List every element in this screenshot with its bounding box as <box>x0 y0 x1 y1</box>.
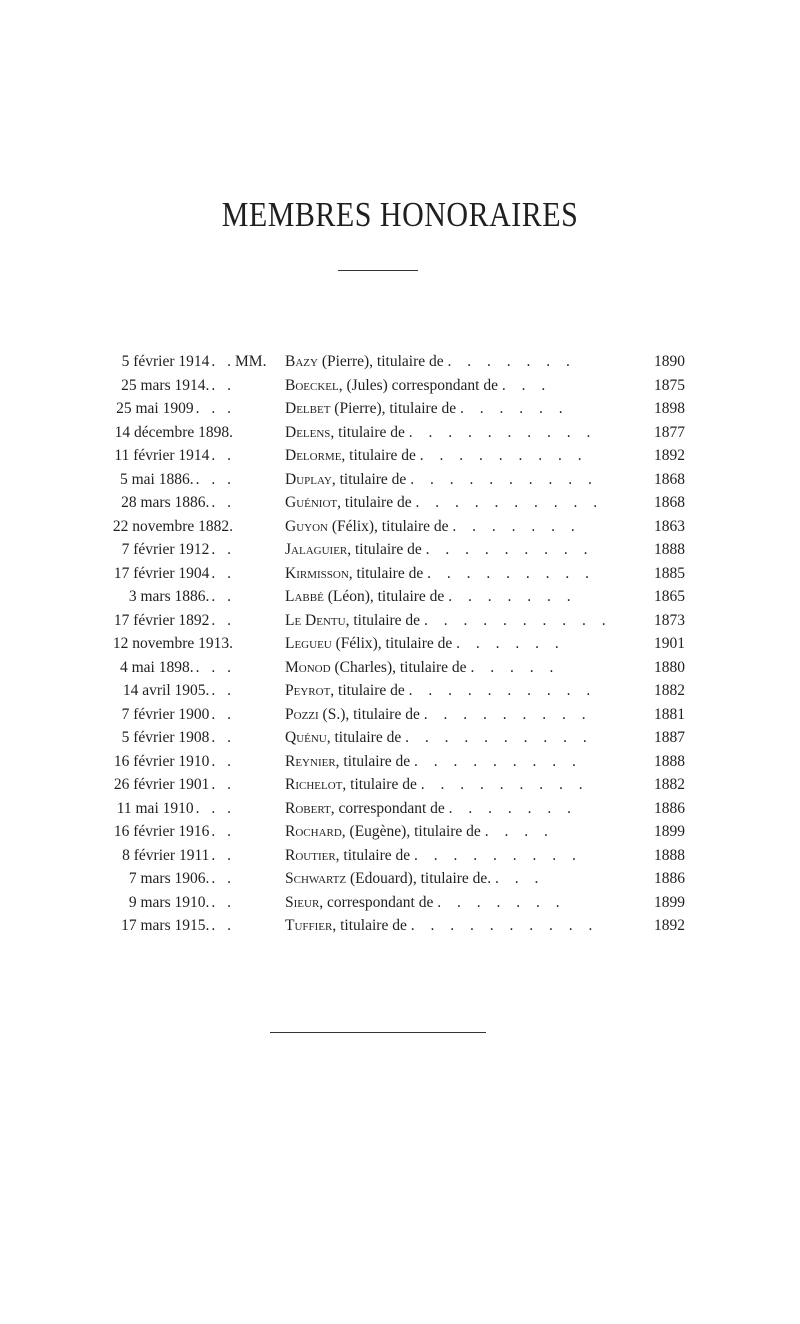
member-date-leader: . . <box>211 447 235 464</box>
member-date-text: 12 novembre 1913. <box>112 635 233 652</box>
member-detail: , titulaire de <box>326 729 402 746</box>
member-row <box>75 703 687 727</box>
member-year: 1899 <box>654 823 685 840</box>
member-date-text: 16 février 1910 <box>113 752 210 770</box>
member-entry <box>285 797 655 821</box>
member-date-leader: . . <box>211 588 235 605</box>
member-date-leader: . . <box>211 776 235 793</box>
member-date-leader: . . <box>211 752 235 770</box>
member-name: Quénu <box>285 729 327 746</box>
member-detail: , (Eugène), titulaire de <box>341 823 481 840</box>
member-name: Robert <box>285 799 331 817</box>
member-date <box>75 491 235 515</box>
member-leader: . . . . . . . . . . <box>415 494 604 511</box>
member-date <box>75 914 235 938</box>
member-entry <box>285 515 655 539</box>
member-date <box>75 867 235 891</box>
member-date <box>75 585 235 609</box>
member-detail: , titulaire de <box>330 423 405 441</box>
member-name: Guyon <box>285 517 328 535</box>
member-row <box>75 797 687 821</box>
member-name: Routier <box>285 846 336 864</box>
member-date-leader: . . . <box>195 658 235 676</box>
member-row <box>75 397 687 421</box>
member-leader: . . . . . . . . . . <box>408 682 597 699</box>
member-year: 1875 <box>654 376 685 394</box>
member-date-leader: . . <box>211 846 235 864</box>
member-row <box>75 773 687 797</box>
member-leader: . . . . . . . <box>452 517 581 535</box>
member-date-text: 11 mai 1910 <box>116 799 194 817</box>
member-entry <box>285 773 655 797</box>
member-detail: , titulaire de <box>335 846 411 864</box>
member-row <box>75 468 687 492</box>
member-row <box>75 374 687 398</box>
member-row <box>75 444 687 468</box>
member-leader: . . . . . . . <box>448 799 578 817</box>
member-date-leader: . . <box>211 917 235 934</box>
member-year: 1881 <box>654 705 685 723</box>
member-leader: . . . . . . . . . <box>414 846 582 864</box>
member-year: 1877 <box>654 423 685 441</box>
member-date-leader: . . <box>211 564 235 582</box>
member-leader: . . . . . . . . . . <box>405 729 593 746</box>
member-date-text: 22 novembre 1882. <box>112 517 233 535</box>
member-entry <box>285 562 655 586</box>
member-detail: , titulaire de <box>330 682 405 699</box>
title-divider <box>338 270 418 271</box>
member-date-text: 25 mai 1909 <box>116 400 194 417</box>
member-entry <box>285 468 655 492</box>
member-date-leader: . . . <box>195 470 235 488</box>
member-name: Schwartz <box>285 870 347 887</box>
member-entry <box>285 703 655 727</box>
member-name: Le Dentu <box>285 611 346 629</box>
member-entry <box>285 538 655 562</box>
member-entry <box>285 891 655 915</box>
member-date-text: 7 février 1912 <box>121 541 210 558</box>
member-row <box>75 820 687 844</box>
member-year: 1892 <box>654 447 685 464</box>
member-row <box>75 350 687 374</box>
member-date-text: 5 mai 1886. <box>120 470 194 488</box>
member-date <box>75 750 235 774</box>
member-date <box>75 726 235 750</box>
member-year: 1865 <box>654 588 685 605</box>
member-date <box>75 374 235 398</box>
member-name: Sieur <box>285 893 320 911</box>
member-date-leader: . . . <box>195 400 235 417</box>
member-detail: , titulaire de <box>348 564 424 582</box>
member-date <box>75 703 235 727</box>
member-row <box>75 515 687 539</box>
member-leader: . . . . . <box>470 658 560 676</box>
member-date-leader: . . <box>211 823 235 840</box>
member-row <box>75 491 687 515</box>
member-date <box>75 397 235 421</box>
member-year: 1888 <box>654 541 685 558</box>
member-detail: , correspondant de <box>330 799 445 817</box>
member-leader: . . . . <box>484 823 554 840</box>
member-name: Monod <box>285 658 331 676</box>
member-name: Pozzi <box>285 705 319 723</box>
member-entry <box>285 844 655 868</box>
member-date-text: 11 février 1914 <box>114 447 210 464</box>
member-date <box>75 820 235 844</box>
member-row <box>75 632 687 656</box>
member-leader: . . . . . . <box>459 400 569 417</box>
member-row <box>75 585 687 609</box>
member-entry <box>285 750 655 774</box>
member-date-text: 5 février 1908 <box>121 729 210 746</box>
member-date <box>75 891 235 915</box>
member-date-leader: . . <box>211 611 235 629</box>
member-detail: , (Jules) correspondant de <box>338 376 498 394</box>
member-leader: . . . . . . . . . . <box>408 423 597 441</box>
member-entry <box>285 421 655 445</box>
member-detail: (S.), titulaire de <box>318 705 420 723</box>
member-date-leader: . . <box>211 893 235 911</box>
member-detail: , correspondant de <box>319 893 434 911</box>
member-date <box>75 773 235 797</box>
member-name: Delorme <box>285 447 342 464</box>
member-leader: . . . <box>495 870 545 887</box>
member-year: 1890 <box>654 353 685 370</box>
member-detail: (Pierre), titulaire de <box>330 400 457 417</box>
member-date-text: 26 février 1901 <box>113 776 210 793</box>
member-row <box>75 538 687 562</box>
member-date-text: 17 février 1892 <box>113 611 210 629</box>
member-leader: . . . . . . . <box>447 353 576 370</box>
member-year: 1886 <box>654 799 685 817</box>
member-year: 1898 <box>654 400 685 417</box>
member-date-text: 9 mars 1910. <box>128 893 210 911</box>
member-date <box>75 632 235 656</box>
member-name: Rochard <box>285 823 342 840</box>
member-date <box>75 538 235 562</box>
member-name: Guéniot <box>285 494 338 511</box>
member-year: 1887 <box>654 729 685 746</box>
member-entry <box>285 820 655 844</box>
member-date <box>75 350 235 374</box>
member-leader: . . . . . . . . . <box>427 564 595 582</box>
member-name: Labbé <box>285 588 324 605</box>
member-entry <box>285 679 655 703</box>
member-date-text: 4 mai 1898. <box>120 658 194 676</box>
member-name: Kirmisson <box>285 564 349 582</box>
member-entry <box>285 609 655 633</box>
member-name: Tuffier <box>285 917 333 934</box>
member-date-leader: . . <box>211 353 235 370</box>
member-entry <box>285 914 655 938</box>
member-detail: , titulaire de <box>331 470 407 488</box>
member-date-text: 14 avril 1905. <box>122 682 210 699</box>
member-row <box>75 914 687 938</box>
member-date-text: 3 mars 1886. <box>128 588 210 605</box>
member-detail: , titulaire de <box>342 776 417 793</box>
member-name: Bazy <box>285 353 318 370</box>
member-row <box>75 609 687 633</box>
member-leader: . . . . . . . <box>437 893 566 911</box>
member-leader: . . . . . . . . . <box>423 705 592 723</box>
member-row <box>75 867 687 891</box>
member-date-leader: . . <box>211 494 235 511</box>
member-leader: . . . . . . . . . . <box>410 470 598 488</box>
member-name: Richelot <box>285 776 343 793</box>
member-date-text: 7 mars 1906. <box>128 870 210 887</box>
member-date-text: 8 février 1911 <box>122 846 210 864</box>
member-date-text: 28 mars 1886. <box>121 494 210 511</box>
member-leader: . . . . . . . . . . <box>423 611 612 629</box>
member-date-leader: . . . <box>195 799 235 817</box>
member-entry <box>285 656 655 680</box>
member-year: 1868 <box>654 494 685 511</box>
member-year: 1899 <box>654 893 685 911</box>
member-leader: . . . . . . . . . . <box>410 917 599 934</box>
member-date <box>75 515 235 539</box>
member-date-text: 17 février 1904 <box>113 564 210 582</box>
member-name: Reynier <box>285 752 336 770</box>
member-date-leader: . . <box>211 541 235 558</box>
member-row <box>75 562 687 586</box>
member-year: 1886 <box>654 870 685 887</box>
member-detail: , titulaire de <box>335 752 411 770</box>
member-year: 1882 <box>654 776 685 793</box>
member-detail: , titulaire de <box>341 447 416 464</box>
member-leader: . . . . . . . <box>448 588 577 605</box>
member-row <box>75 844 687 868</box>
member-date <box>75 679 235 703</box>
member-detail: (Félix), titulaire de <box>331 635 453 652</box>
member-entry <box>285 491 655 515</box>
member-entry <box>285 444 655 468</box>
member-date <box>75 656 235 680</box>
member-row <box>75 750 687 774</box>
member-row <box>75 726 687 750</box>
member-date-leader: . . <box>211 376 235 394</box>
member-entry <box>285 867 655 891</box>
member-year: 1888 <box>654 846 685 864</box>
member-entry <box>285 397 655 421</box>
honorific-prefix: MM. <box>235 353 267 370</box>
member-name: Delbet <box>285 400 331 417</box>
member-date-text: 25 mars 1914. <box>121 376 210 394</box>
member-detail: (Félix), titulaire de <box>327 517 449 535</box>
member-leader: . . . <box>501 376 552 394</box>
member-detail: , titulaire de <box>337 494 412 511</box>
member-date <box>75 844 235 868</box>
member-detail: , titulaire de <box>332 917 407 934</box>
member-date-leader: . . <box>211 705 235 723</box>
member-detail: (Pierre), titulaire de <box>317 353 444 370</box>
member-detail: (Edouard), titulaire de. <box>346 870 492 887</box>
member-date-leader: . . <box>211 870 235 887</box>
member-date <box>75 468 235 492</box>
member-name: Delens <box>285 423 331 441</box>
member-date-text: 7 février 1900 <box>121 705 210 723</box>
member-detail: (Charles), titulaire de <box>330 658 467 676</box>
member-date-leader: . . <box>211 682 235 699</box>
member-year: 1888 <box>654 752 685 770</box>
member-name: Boeckel <box>285 376 339 394</box>
members-list <box>75 350 687 938</box>
member-name: Legueu <box>285 635 332 652</box>
member-row <box>75 421 687 445</box>
member-entry <box>285 585 655 609</box>
member-year: 1892 <box>654 917 685 934</box>
member-leader: . . . . . . . . . <box>420 776 589 793</box>
member-entry <box>285 632 655 656</box>
member-date <box>75 609 235 633</box>
member-leader: . . . . . . . . . <box>425 541 594 558</box>
member-row <box>75 679 687 703</box>
member-row <box>75 891 687 915</box>
member-year: 1882 <box>654 682 685 699</box>
member-date <box>75 444 235 468</box>
member-date-leader: . . <box>211 729 235 746</box>
member-year: 1868 <box>654 470 685 488</box>
member-detail: , titulaire de <box>345 611 421 629</box>
member-name: Peyrot <box>285 682 331 699</box>
member-entry <box>285 374 655 398</box>
member-row <box>75 656 687 680</box>
member-detail: (Léon), titulaire de <box>323 588 445 605</box>
member-date-text: 16 février 1916 <box>113 823 210 840</box>
member-name: Jalaguier <box>285 541 348 558</box>
member-entry <box>285 726 655 750</box>
member-entry <box>285 350 655 374</box>
closing-divider <box>270 1032 486 1033</box>
member-name: Duplay <box>285 470 332 488</box>
member-year: 1885 <box>654 564 685 582</box>
member-date-text: 17 mars 1915. <box>121 917 210 934</box>
member-year: 1880 <box>654 658 685 676</box>
page-title: MEMBRES HONORAIRES <box>221 196 579 234</box>
member-date <box>75 421 235 445</box>
member-year: 1901 <box>654 635 685 652</box>
member-date <box>75 797 235 821</box>
member-year: 1863 <box>654 517 685 535</box>
member-date <box>75 562 235 586</box>
member-leader: . . . . . . . . . <box>414 752 582 770</box>
member-date-text: 14 décembre 1898. <box>114 423 233 441</box>
member-year: 1873 <box>654 611 685 629</box>
member-date-text: 5 février 1914 <box>121 353 210 370</box>
member-detail: , titulaire de <box>347 541 422 558</box>
member-leader: . . . . . . . . . <box>419 447 588 464</box>
member-leader: . . . . . . <box>456 635 565 652</box>
